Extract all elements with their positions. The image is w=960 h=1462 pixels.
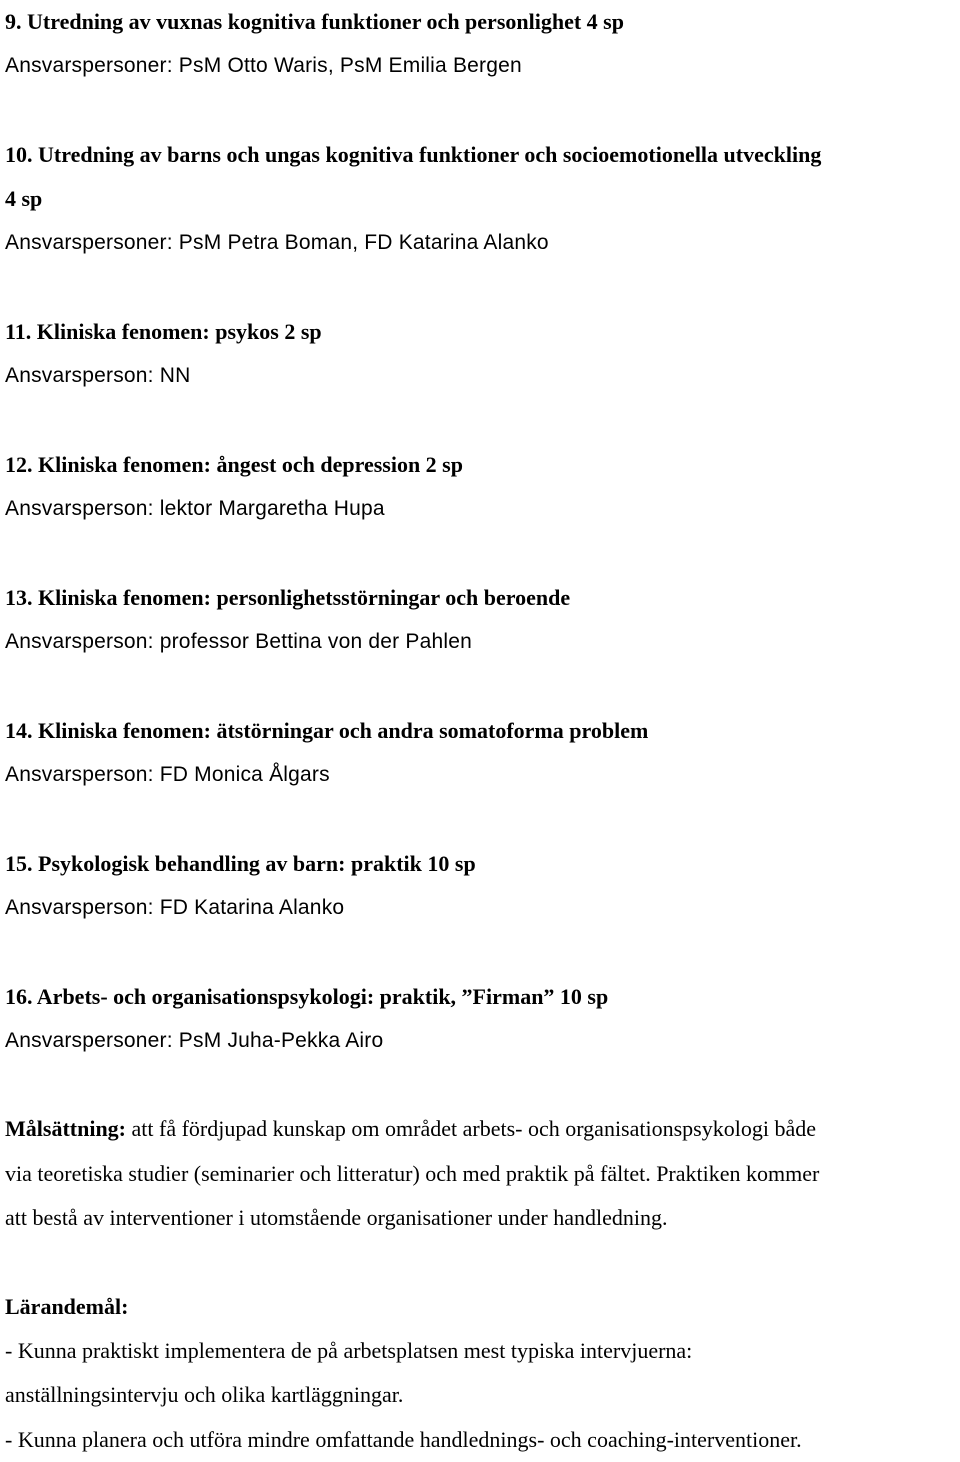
spacer [5, 664, 960, 708]
course-heading: 15. Psykologisk behandling av barn: praktik 10 sp [5, 850, 476, 876]
goal-label: Målsättning: [5, 1116, 126, 1142]
learning-item-line: - Kunna praktiskt implementera de på arbetsplatsen mest typiska intervjuerna: [5, 1337, 693, 1363]
course-responsible: Ansvarsperson: NN [5, 364, 191, 388]
course-heading: 9. Utredning av vuxnas kognitiva funktioner och personlighet 4 sp [5, 9, 624, 34]
course-heading: 12. Kliniska fenomen: ångest och depression 2 sp [5, 451, 463, 477]
course-responsible: Ansvarspersoner: PsM Petra Boman, FD Katarina Alanko [5, 231, 549, 255]
goal-text: att få fördjupad kunskap om området arbets- och organisationspsykologi både [126, 1116, 816, 1142]
goal-paragraph-line [5, 1107, 960, 1151]
course-responsible: Ansvarsperson: lektor Margaretha Hupa [5, 497, 385, 521]
course-heading: 14. Kliniska fenomen: ätstörningar och andra somatoforma problem [5, 717, 649, 743]
spacer [5, 532, 960, 576]
course-heading: 16. Arbets- och organisationspsykologi: praktik, ”Firman” 10 sp [5, 983, 609, 1009]
course-responsible: Ansvarspersoner: PsM Juha-Pekka Airo [5, 1028, 384, 1052]
spacer [5, 930, 960, 974]
goal-paragraph-line: att bestå av interventioner i utomstående organisationer under handledning. [5, 1205, 668, 1231]
spacer [5, 1063, 960, 1107]
learning-label: Lärandemål: [5, 1293, 129, 1319]
course-heading: 11. Kliniska fenomen: psykos 2 sp [5, 319, 322, 345]
course-responsible: Ansvarspersoner: PsM Otto Waris, PsM Emilia Bergen [5, 54, 522, 78]
spacer [5, 1240, 960, 1284]
course-heading: 13. Kliniska fenomen: personlighetsstörningar och beroende [5, 584, 571, 610]
learning-item-line: - Kunna planera och utföra mindre omfattande handlednings- och coaching-interventioner. [5, 1426, 802, 1452]
goal-paragraph-line: via teoretiska studier (seminarier och litteratur) och med praktik på fältet. Praktiken kommer [5, 1160, 820, 1186]
course-responsible: Ansvarsperson: FD Katarina Alanko [5, 895, 345, 919]
learning-item-line: anställningsintervju och olika kartläggningar. [5, 1382, 404, 1408]
course-heading: 10. Utredning av barns och ungas kognitiva funktioner och socioemotionella utveckling [5, 141, 822, 167]
spacer [5, 797, 960, 841]
course-responsible: Ansvarsperson: FD Monica Ålgars [5, 763, 330, 787]
course-responsible: Ansvarsperson: professor Bettina von der Pahlen [5, 630, 472, 654]
spacer [5, 266, 960, 310]
course-heading-continuation: 4 sp [5, 186, 43, 212]
spacer [5, 399, 960, 443]
spacer [5, 89, 960, 133]
document-page [5, 0, 960, 1462]
